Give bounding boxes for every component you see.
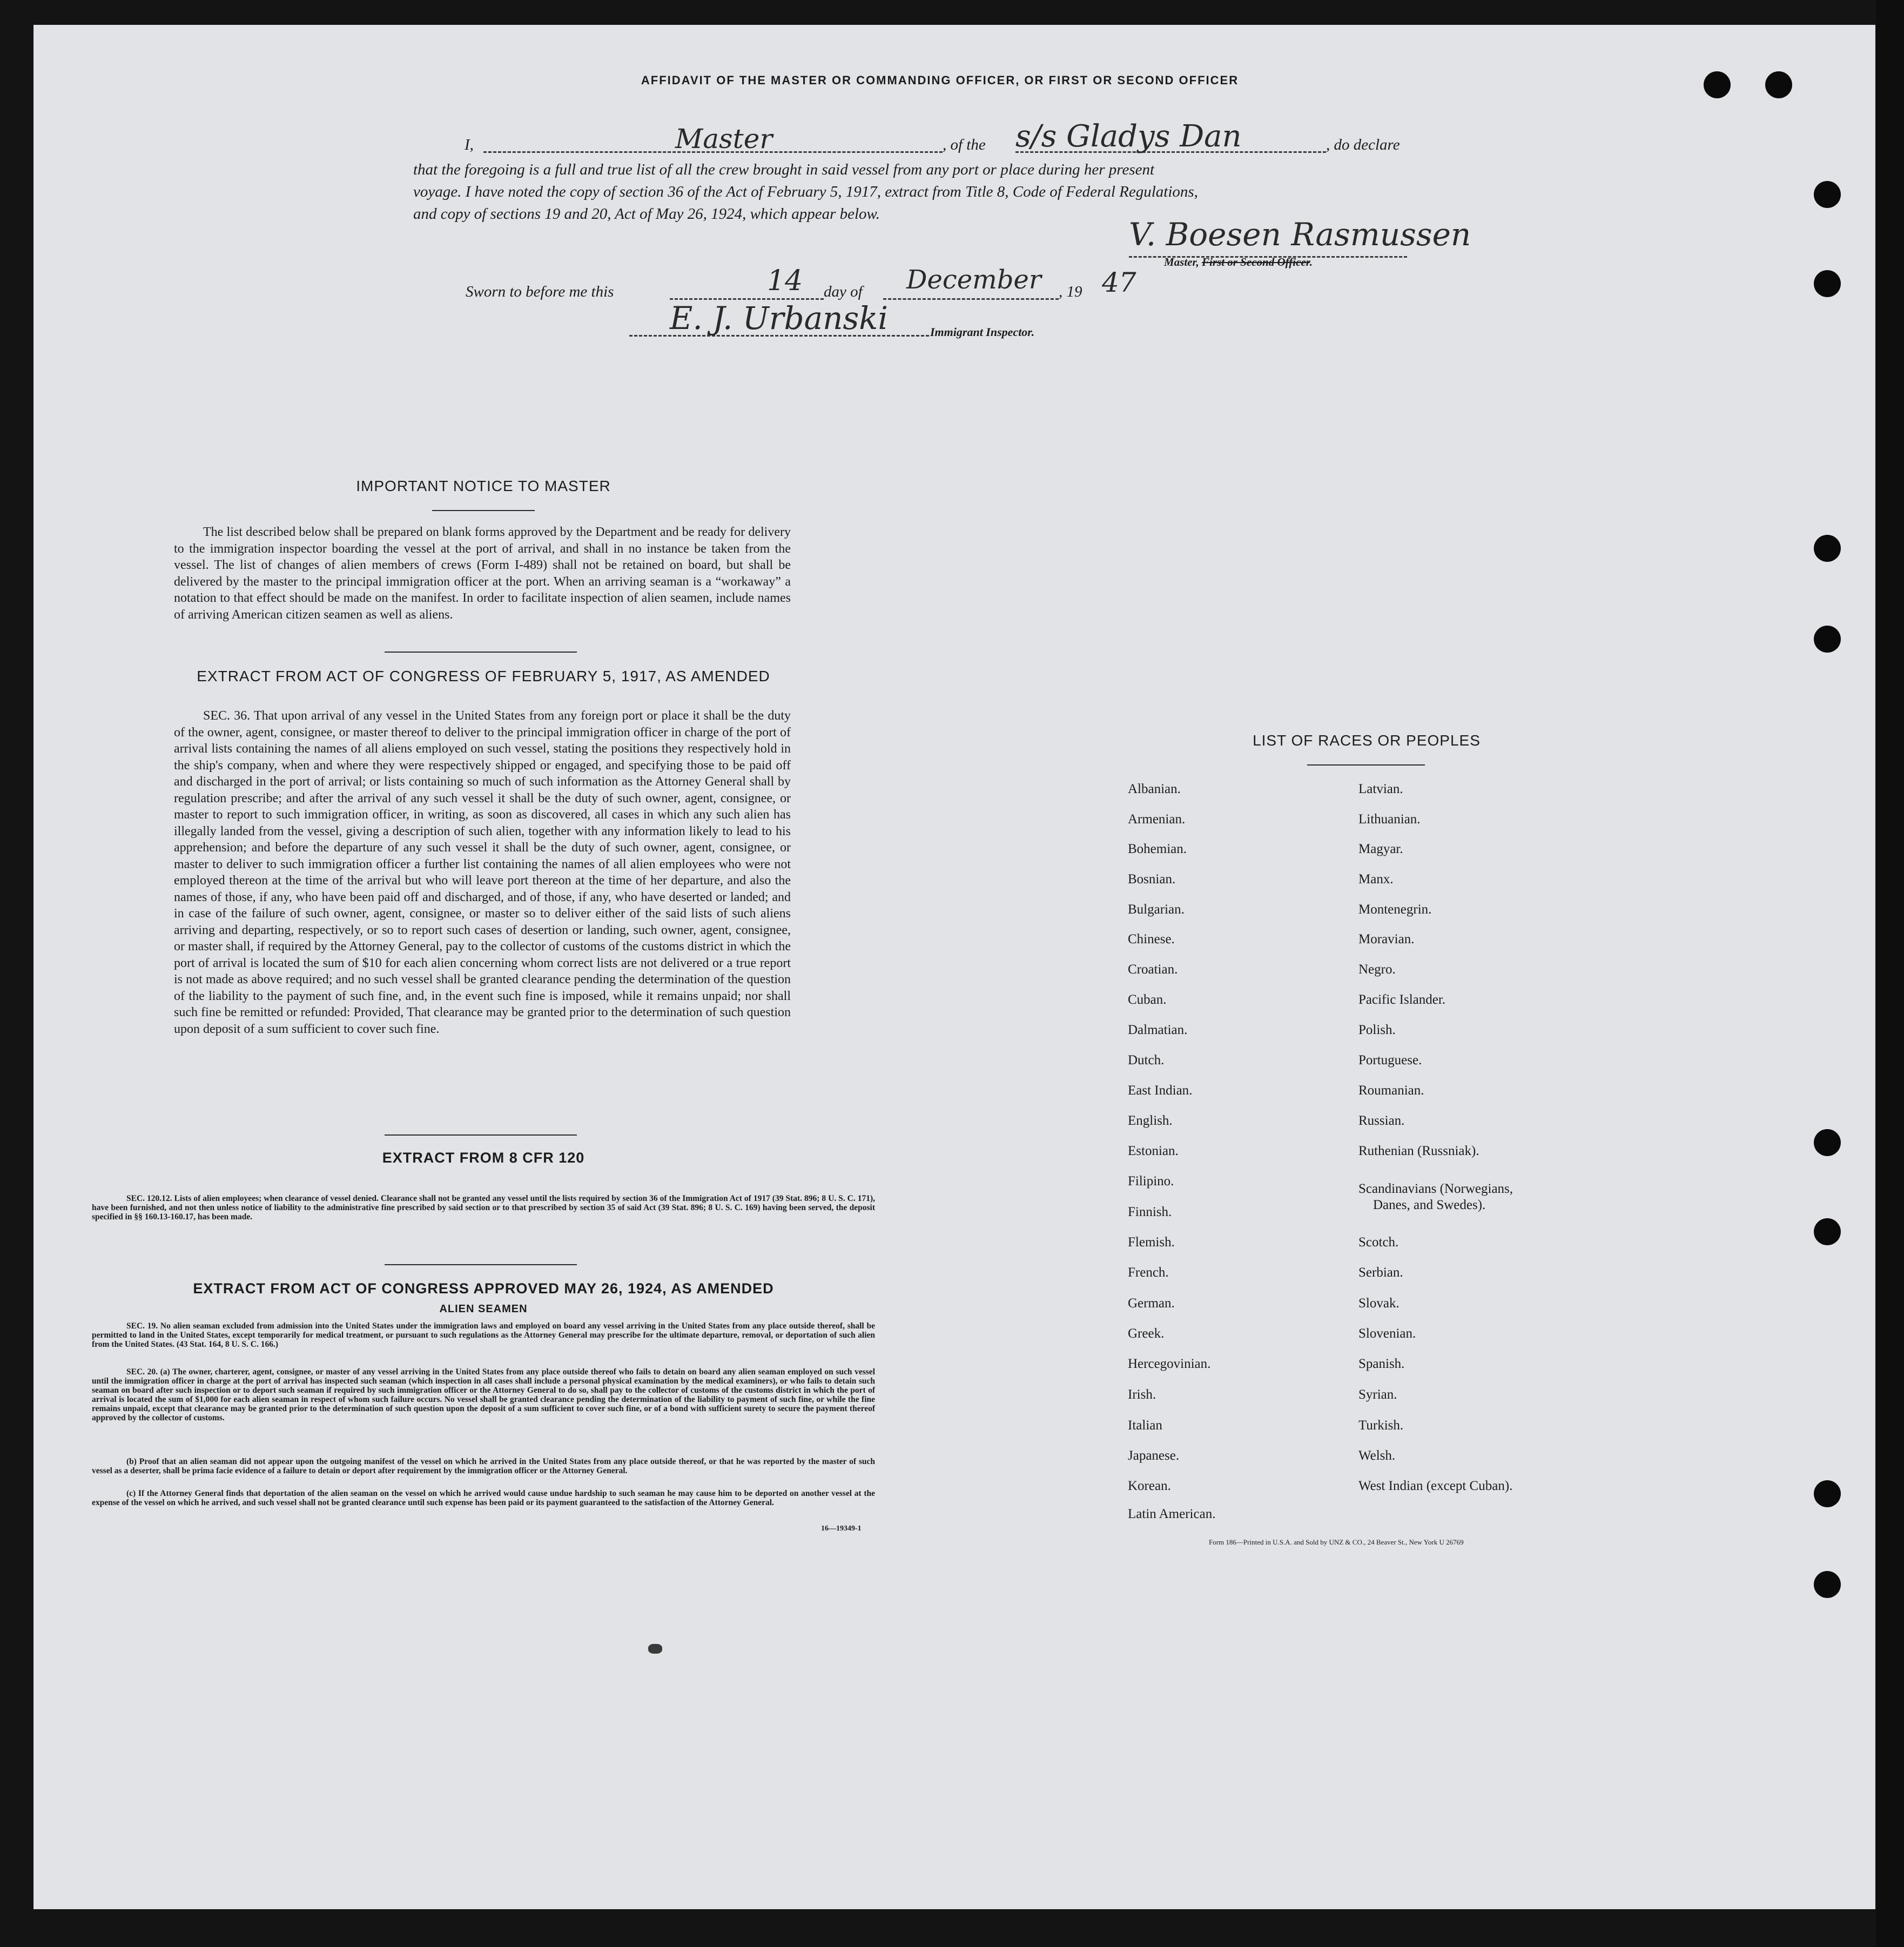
race-item: Ruthenian (Russniak). bbox=[1358, 1144, 1479, 1158]
section-divider bbox=[385, 652, 577, 653]
race-item: Bosnian. bbox=[1128, 872, 1176, 887]
affidavit-line-4: and copy of sections 19 and 20, Act of May 26, 1924, which appear below. bbox=[413, 205, 880, 223]
affidavit-line-2: that the foregoing is a full and true list of all the crew brought in said vessel from any port or place during her present bbox=[413, 161, 1155, 178]
race-item: West Indian (except Cuban). bbox=[1358, 1479, 1513, 1493]
race-item: Slovak. bbox=[1358, 1296, 1400, 1311]
races-title: LIST OF RACES OR PEOPLES bbox=[1253, 732, 1481, 749]
race-item: Cuban. bbox=[1128, 992, 1167, 1007]
race-item: Latin American. bbox=[1128, 1507, 1216, 1521]
races-title-rule bbox=[1307, 764, 1425, 766]
race-item: German. bbox=[1128, 1296, 1175, 1311]
race-item: Greek. bbox=[1128, 1326, 1165, 1341]
race-item: English. bbox=[1128, 1113, 1173, 1128]
race-item: East Indian. bbox=[1128, 1083, 1193, 1098]
race-item: Korean. bbox=[1128, 1479, 1171, 1493]
race-item: Lithuanian. bbox=[1358, 812, 1421, 827]
binder-hole-icon bbox=[1814, 626, 1841, 653]
extract-1924-subtitle: ALIEN SEAMEN bbox=[439, 1303, 528, 1315]
notice-title: IMPORTANT NOTICE TO MASTER bbox=[356, 478, 611, 494]
race-item: Turkish. bbox=[1358, 1418, 1404, 1433]
race-item: Armenian. bbox=[1128, 812, 1186, 827]
binder-hole-icon bbox=[1814, 535, 1841, 562]
day-of-label: day of bbox=[824, 283, 863, 300]
race-item: French. bbox=[1128, 1265, 1169, 1280]
race-item: Syrian. bbox=[1358, 1387, 1397, 1402]
race-item: Serbian. bbox=[1358, 1265, 1403, 1280]
scan-edge bbox=[1876, 0, 1904, 1947]
inspector-caption: Immigrant Inspector. bbox=[930, 325, 1035, 339]
race-item: Albanian. bbox=[1128, 782, 1181, 796]
form-code: 16—19349-1 bbox=[821, 1525, 862, 1533]
binder-hole-icon bbox=[1814, 1129, 1841, 1156]
affidavit-title: AFFIDAVIT OF THE MASTER OR COMMANDING OFFICER, OR FIRST OR SECOND OFFICER bbox=[641, 73, 1239, 87]
binder-hole-icon bbox=[1814, 270, 1841, 297]
race-item: Slovenian. bbox=[1358, 1326, 1416, 1341]
inspector-signature: E. J. Urbanski bbox=[670, 300, 888, 337]
race-item: Latvian. bbox=[1358, 782, 1403, 796]
race-item: Hercegovinian. bbox=[1128, 1357, 1211, 1371]
notice-body: The list described below shall be prepared on blank forms approved by the Department and be ready for delivery to the immigration inspector boarding the vessel at the port of arrival, and shall in no instance be taken from the vessel. The list of changes of alien members of crews (Form I-489) shall not be retained on board, but shall be delivered by the master to the principal immigration officer at the port. When an arriving seaman is a “workaway” a notation to that effect should be made on the manifest. In order to facilitate inspection of alien seamen, include names of arriving American citizen seamen as well as aliens. bbox=[174, 525, 791, 622]
vessel-handwritten: s/s Gladys Dan bbox=[1015, 119, 1242, 154]
race-item: Chinese. bbox=[1128, 932, 1175, 946]
race-item: Manx. bbox=[1358, 872, 1394, 887]
race-item: Scotch. bbox=[1358, 1235, 1399, 1250]
i-label: I, bbox=[465, 136, 474, 153]
rank-handwritten: Master bbox=[675, 123, 773, 155]
extract-cfr-body: SEC. 120.12. Lists of alien employees; when clearance of vessel denied. Clearance shall not be granted any vessel until the lists required by section 36 of the Immigration Act of 1917 (39 Stat. 896; 8 U. S. C. 171), have been furnished, and not then unless notice of liability to the administrative fine prescribed by said section or to that prescribed by section 35 of said Act (39 Stat. 896; 8 U. S. C. 169) having been served, the deposit specified in §§ 160.13-160.17, has been made. bbox=[92, 1194, 875, 1221]
race-item: Magyar. bbox=[1358, 842, 1403, 856]
extract-1924-sec20c: (c) If the Attorney General finds that deportation of the alien seaman on the vessel on which he arrived would cause undue hardship to such seaman he may cause him to be deported on another vessel at the expense of the vessel on which he arrived, and such vessel shall not be granted clearance until such expense has been paid or its payment guaranteed to the satisfaction of the Attorney General. bbox=[92, 1489, 875, 1507]
race-item: Negro. bbox=[1358, 962, 1396, 977]
race-item: Flemish. bbox=[1128, 1235, 1175, 1250]
extract-cfr-title: EXTRACT FROM 8 CFR 120 bbox=[382, 1150, 585, 1166]
race-item: Finnish. bbox=[1128, 1205, 1172, 1219]
race-item: Polish. bbox=[1358, 1023, 1396, 1037]
race-item: Croatian. bbox=[1128, 962, 1178, 977]
race-item: Dalmatian. bbox=[1128, 1023, 1188, 1037]
race-item: Dutch. bbox=[1128, 1053, 1165, 1068]
race-item: Welsh. bbox=[1358, 1448, 1396, 1463]
race-item: Pacific Islander. bbox=[1358, 992, 1446, 1007]
binder-hole-icon bbox=[1814, 1480, 1841, 1507]
section-divider bbox=[385, 1134, 577, 1136]
signature-caption-end: . bbox=[1309, 256, 1313, 268]
race-item: Scandinavians (Norwegians, bbox=[1358, 1181, 1513, 1196]
race-item: Bohemian. bbox=[1128, 842, 1187, 856]
month-handwritten: December bbox=[906, 265, 1041, 295]
extract-1917-body: SEC. 36. That upon arrival of any vessel in the United States from any foreign port or place it shall be the duty of the owner, agent, consignee, or master thereof to deliver to the principal immigration officer in charge of the port of arrival lists containing the names of all aliens employed on such vessel, stating the positions they respectively hold in the ship's company, when and where they were respectively shipped or engaged, and specifying those to be paid off and discharged in the port of arrival; or lists containing so much of such information as the Attorney General shall by regulation prescribe; and after the arrival of any such vessel it shall be the duty of such owner, agent, consignee, or master to report to such immigration officer, in writing, as soon as discovered, all cases in which any such alien has illegally landed from the vessel, giving a description of such alien, together with any information likely to lead to his apprehension; and before the departure of any such vessel it shall be the duty of such owner, agent, consignee, or master to deliver to such immigration officer a further list containing the names of all alien employees who were not employed thereon at the time of the arrival but who will leave port thereon at the time of her departure, and also the names of those, if any, who have been paid off and discharged, and of those, if any, who have deserted or landed; and in case of the failure of such owner, agent, consignee, or master so to deliver either of the said lists of such aliens arriving and departing, respectively, or so to report such cases of desertion or landing, such owner, agent, consignee, or master shall, if required by the Attorney General, pay to the collector of customs of the customs district in which the port of arrival is located the sum of $10 for each alien concerning whom correct lists are not delivered or a true report is not made as above required; and no such vessel shall be granted clearance pending the determination of the question of the liability to the payment of such fine, and, in the event such fine is imposed, while it remains unpaid; nor shall such fine be remitted or refunded: Provided, That clearance may be granted prior to the determination of such question upon deposit of a sum sufficient to cover such fine. bbox=[174, 709, 791, 1036]
race-item: Bulgarian. bbox=[1128, 902, 1185, 917]
day-handwritten: 14 bbox=[767, 265, 803, 297]
affidavit-line-3: voyage. I have noted the copy of section 36 of the Act of February 5, 1917, extract from Title 8, Code of Federal Regulations, bbox=[413, 183, 1198, 200]
do-declare-label: , do declare bbox=[1326, 136, 1400, 153]
printer-footer: Form 186—Printed in U.S.A. and Sold by UNZ & CO., 24 Beaver St., New York U 26769 bbox=[1209, 1538, 1464, 1546]
of-the-label: , of the bbox=[943, 136, 986, 153]
extract-1924-sec20b: (b) Proof that an alien seaman did not appear upon the outgoing manifest of the vessel on which he arrived in the United States from any place outside thereof, or that he was reported by the master of such vessel as a deserter, shall be prima facie evidence of a failure to detain or deport after requirement by the immigration officer or the Attorney General. bbox=[92, 1457, 875, 1475]
extract-1924-title: EXTRACT FROM ACT OF CONGRESS APPROVED MAY 26, 1924, AS AMENDED bbox=[193, 1280, 774, 1297]
race-item: Montenegrin. bbox=[1358, 902, 1432, 917]
binder-hole-icon bbox=[1765, 71, 1792, 98]
signature-caption bbox=[1164, 254, 1313, 270]
scan-speck bbox=[648, 1644, 662, 1654]
extract-1924-sec20a: SEC. 20. (a) The owner, charterer, agent, consignee, or master of any vessel arriving in the United States from any place outside thereof who fails to detain on board any alien seaman employed on such vessel until the immigration officer in charge at the port of arrival has inspected such seaman (which inspection in all cases shall include a personal physical examination by the medical examiners), or who fails to detain such seaman on board after such inspection or to deport such seaman if required by such immigration officer or the Attorney General to do so, shall pay to the collector of customs of the customs district in which the port of arrival is located the sum of $1,000 for each alien seaman in respect of whom such failure occurs. No vessel shall be granted clearance pending the determination of the liability to payment of such fine, or while the fine remains unpaid, except that clearance may be granted prior to the determination of such question upon the deposit of a sum sufficient to cover such fine, or of a bond with sufficient surety to secure the payment thereof approved by the collector of customs. bbox=[92, 1367, 875, 1422]
race-item: Irish. bbox=[1128, 1387, 1156, 1402]
binder-hole-icon bbox=[1814, 181, 1841, 208]
race-item: Filipino. bbox=[1128, 1174, 1174, 1189]
year-label: , 19 bbox=[1059, 283, 1082, 300]
extract-1917-title: EXTRACT FROM ACT OF CONGRESS OF FEBRUARY 5, 1917, AS AMENDED bbox=[197, 668, 770, 684]
sworn-label: Sworn to before me this bbox=[466, 283, 614, 300]
race-item: Danes, and Swedes). bbox=[1373, 1198, 1486, 1212]
race-item: Estonian. bbox=[1128, 1144, 1179, 1158]
race-item: Spanish. bbox=[1358, 1357, 1405, 1371]
section-divider bbox=[385, 1264, 577, 1265]
race-item: Portuguese. bbox=[1358, 1053, 1422, 1068]
month-line bbox=[883, 298, 1059, 300]
master-signature: V. Boesen Rasmussen bbox=[1129, 216, 1471, 253]
race-item: Italian bbox=[1128, 1418, 1162, 1433]
signature-caption-struck: First or Second Officer bbox=[1202, 256, 1310, 268]
binder-hole-icon bbox=[1814, 1571, 1841, 1598]
race-item: Moravian. bbox=[1358, 932, 1415, 946]
race-item: Japanese. bbox=[1128, 1448, 1180, 1463]
year-handwritten: 47 bbox=[1102, 267, 1136, 298]
notice-title-rule bbox=[432, 510, 535, 511]
binder-hole-icon bbox=[1704, 71, 1731, 98]
signature-caption-prefix: Master, bbox=[1164, 256, 1202, 268]
binder-hole-icon bbox=[1814, 1218, 1841, 1245]
extract-1924-sec19: SEC. 19. No alien seaman excluded from admission into the United States under the immigration laws and employed on board any vessel arriving in the United States from any place outside thereof, shall be permitted to land in the United States, except temporarily for medical treatment, or pursuant to such regulations as the Attorney General may prescribe for the ultimate departure, removal, or deportation of such alien from the United States. (43 Stat. 164, 8 U. S. C. 166.) bbox=[92, 1321, 875, 1349]
race-item: Roumanian. bbox=[1358, 1083, 1424, 1098]
race-item: Russian. bbox=[1358, 1113, 1405, 1128]
